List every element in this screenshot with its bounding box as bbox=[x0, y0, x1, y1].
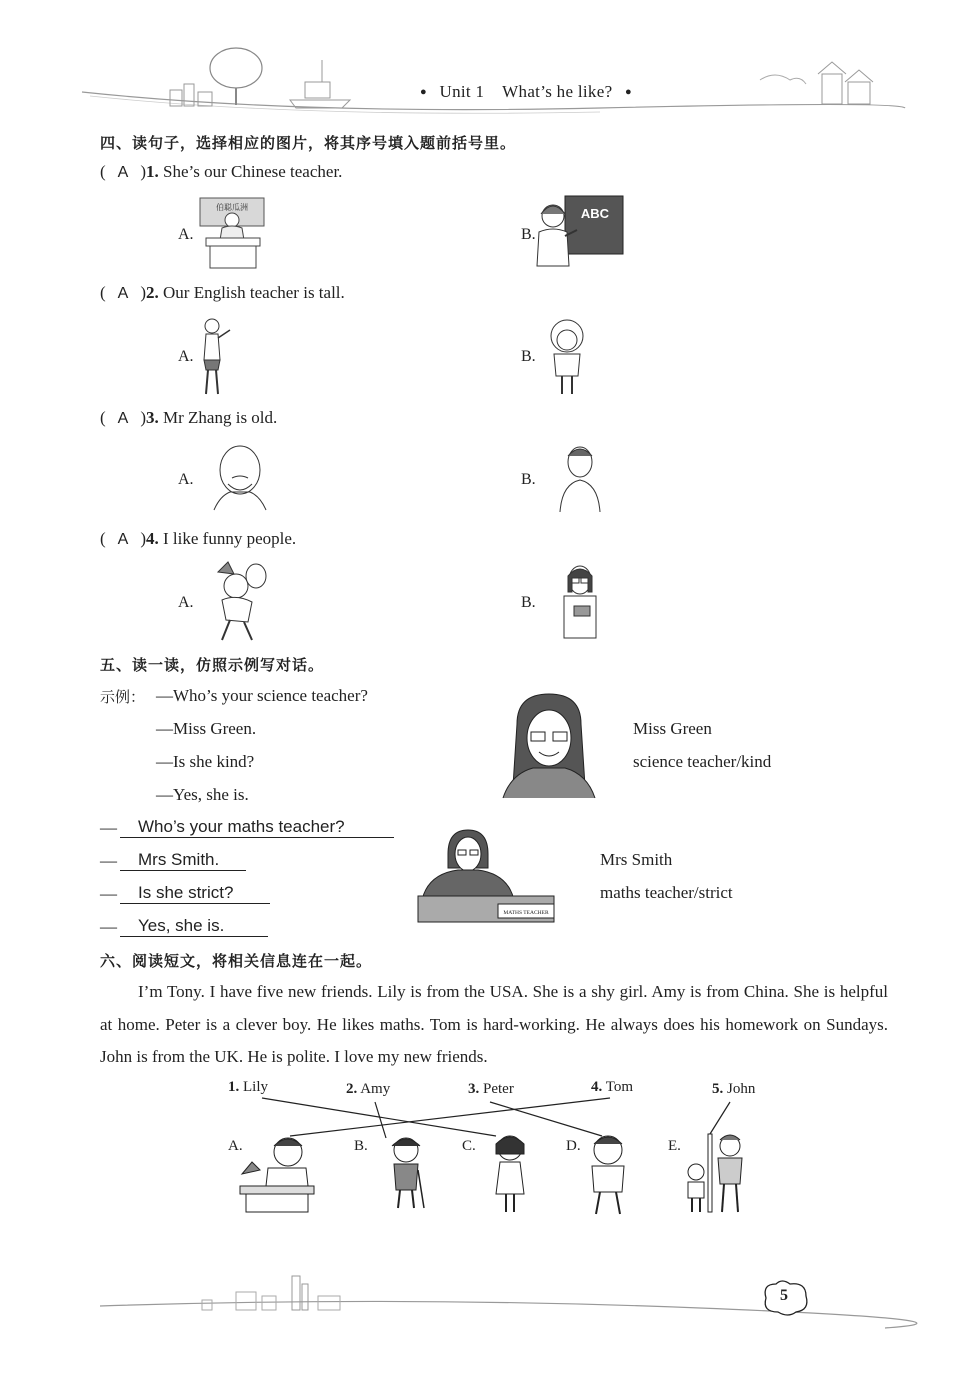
answer-line-4[interactable]: Yes, she is. bbox=[120, 916, 268, 937]
dash: — bbox=[100, 851, 117, 870]
name-5: 5. John bbox=[712, 1081, 756, 1097]
boy-doing-homework-image bbox=[238, 1134, 316, 1214]
q2-option-b-label: B. bbox=[521, 348, 536, 365]
bullet-icon: ● bbox=[420, 86, 427, 98]
question-4: ( A )4. I like funny people. bbox=[100, 529, 297, 548]
dash: — bbox=[100, 917, 117, 936]
header-decoration bbox=[0, 0, 979, 125]
board-text: 伯聪瓜洲 bbox=[216, 203, 248, 212]
example-label: 示例： bbox=[100, 688, 146, 706]
match-line-tom bbox=[290, 1098, 610, 1136]
bullet-icon: ● bbox=[624, 86, 632, 98]
question-1: ( A )1. She’s our Chinese teacher. bbox=[100, 162, 343, 181]
question-3: ( A )3. Mr Zhang is old. bbox=[100, 408, 278, 427]
desk-sign-text: MATHS TEACHER bbox=[503, 910, 549, 916]
chinese-teacher-image bbox=[200, 198, 270, 270]
shy-girl-image bbox=[490, 1132, 530, 1216]
answer-1: A bbox=[117, 164, 129, 181]
polite-boy-and-man-image bbox=[684, 1132, 756, 1216]
q2-option-a-label: A. bbox=[178, 348, 194, 365]
page-number: 5 bbox=[780, 1287, 788, 1304]
girl-helping-at-home-image bbox=[380, 1134, 430, 1214]
example-line-3: —Is she kind? bbox=[156, 752, 255, 771]
header-title: ● Unit 1 What’s he like? ● bbox=[420, 82, 632, 101]
info-name: Mrs Smith bbox=[600, 850, 673, 869]
letter-a: A. bbox=[228, 1138, 243, 1154]
dash: — bbox=[100, 818, 117, 837]
footer-decoration bbox=[0, 1270, 979, 1350]
match-line-peter bbox=[490, 1102, 602, 1136]
q3-option-a-label: A. bbox=[178, 471, 194, 488]
dash: — bbox=[100, 884, 117, 903]
young-man-image bbox=[556, 442, 606, 514]
tall-teacher-image bbox=[198, 316, 238, 396]
letter-c: C. bbox=[462, 1138, 476, 1154]
answer-2: A bbox=[117, 285, 129, 302]
example-line-4: —Yes, she is. bbox=[156, 785, 249, 804]
name-2: 2. Amy bbox=[346, 1081, 391, 1097]
question-2: ( A )2. Our English teacher is tall. bbox=[100, 283, 345, 302]
answer-line-2[interactable]: Mrs Smith. bbox=[120, 850, 246, 871]
miss-green-image bbox=[503, 694, 595, 798]
section5-title: 五、读一读，仿照示例写对话。 bbox=[100, 656, 325, 674]
q4-option-b-label: B. bbox=[521, 594, 536, 611]
example-info-detail: science teacher/kind bbox=[633, 752, 772, 771]
english-teacher-board-image bbox=[535, 196, 625, 271]
letter-d: D. bbox=[566, 1138, 581, 1154]
match-line-john bbox=[710, 1102, 730, 1134]
q1-option-b-label: B. bbox=[521, 226, 536, 243]
answer-4: A bbox=[117, 531, 129, 548]
letter-b: B. bbox=[354, 1138, 368, 1154]
mrs-smith-image bbox=[418, 828, 558, 924]
section4-title: 四、读句子，选择相应的图片，将其序号填入题前括号里。 bbox=[100, 134, 517, 152]
match-line-amy bbox=[375, 1102, 386, 1138]
example-line-1: —Who’s your science teacher? bbox=[156, 686, 368, 705]
short-teacher-image bbox=[542, 316, 592, 396]
q4-option-a-label: A. bbox=[178, 594, 194, 611]
name-1: 1. Lily bbox=[228, 1079, 268, 1095]
section6-title: 六、阅读短文，将相关信息连在一起。 bbox=[100, 952, 373, 970]
example-info-name: Miss Green bbox=[633, 719, 712, 738]
name-4: 4. Tom bbox=[591, 1079, 634, 1095]
info-detail: maths teacher/strict bbox=[600, 883, 733, 902]
letter-e: E. bbox=[668, 1138, 681, 1154]
page-header bbox=[0, 0, 979, 125]
board-text: ABC bbox=[580, 206, 610, 221]
funny-clown-image bbox=[208, 562, 270, 642]
example-line-2: —Miss Green. bbox=[156, 719, 257, 738]
reading-paragraph: I’m Tony. I have five new friends. Lily is from the USA. She is a shy girl. Amy is from China. She is helpful at home. Peter is a clever boy. He likes maths. Tom is hard-working. He always does his homework on Sundays. John is from the UK. He is polite. I love my new friends. bbox=[100, 982, 888, 1066]
answer-3: A bbox=[117, 410, 129, 427]
girl-with-glasses-image bbox=[558, 562, 604, 642]
answer-line-1[interactable]: Who’s your maths teacher? bbox=[120, 817, 394, 838]
q1-option-a-label: A. bbox=[178, 226, 194, 243]
q3-option-b-label: B. bbox=[521, 471, 536, 488]
clever-boy-image bbox=[586, 1132, 632, 1216]
answer-line-3[interactable]: Is she strict? bbox=[120, 883, 270, 904]
name-3: 3. Peter bbox=[468, 1081, 514, 1097]
old-man-image bbox=[210, 440, 270, 512]
